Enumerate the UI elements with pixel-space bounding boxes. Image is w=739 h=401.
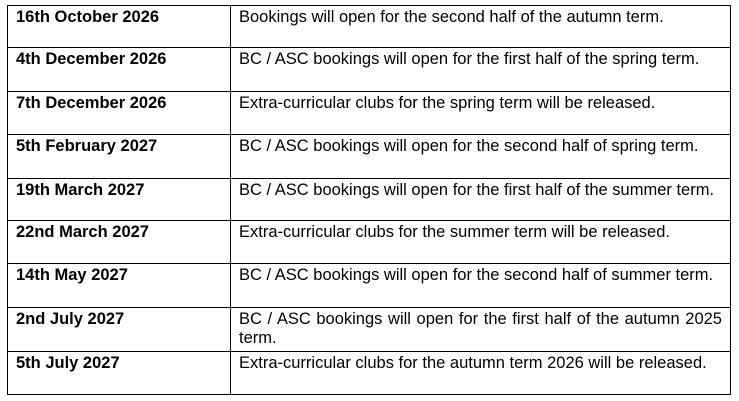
description-cell: BC / ASC bookings will open for the second half of summer term.: [231, 264, 731, 308]
date-cell: 5th July 2027: [8, 352, 231, 395]
description-cell: BC / ASC bookings will open for the second half of spring term.: [231, 135, 731, 179]
date-cell: 5th February 2027: [8, 135, 231, 179]
description-cell: BC / ASC bookings will open for the first half of the autumn 2025 term.: [231, 308, 731, 352]
date-cell: 22nd March 2027: [8, 221, 231, 264]
table-row: [8, 92, 731, 135]
table-row: [8, 135, 731, 179]
booking-schedule-table: [7, 5, 731, 395]
table-row: [8, 308, 731, 352]
date-cell: 16th October 2026: [8, 6, 231, 48]
table-row: [8, 179, 731, 221]
date-cell: 2nd July 2027: [8, 308, 231, 352]
description-cell: Bookings will open for the second half of the autumn term.: [231, 6, 731, 48]
description-cell: Extra-curricular clubs for the summer term will be released.: [231, 221, 731, 264]
date-cell: 14th May 2027: [8, 264, 231, 308]
date-cell: 19th March 2027: [8, 179, 231, 221]
table-row: [8, 6, 731, 48]
date-cell: 7th December 2026: [8, 92, 231, 135]
table-row: [8, 264, 731, 308]
date-cell: 4th December 2026: [8, 48, 231, 92]
table-row: [8, 48, 731, 92]
description-cell: Extra-curricular clubs for the spring term will be released.: [231, 92, 731, 135]
description-cell: BC / ASC bookings will open for the first half of the summer term.: [231, 179, 731, 221]
table-row: [8, 352, 731, 395]
description-cell: Extra-curricular clubs for the autumn term 2026 will be released.: [231, 352, 731, 395]
table-row: [8, 221, 731, 264]
description-cell: BC / ASC bookings will open for the first half of the spring term.: [231, 48, 731, 92]
